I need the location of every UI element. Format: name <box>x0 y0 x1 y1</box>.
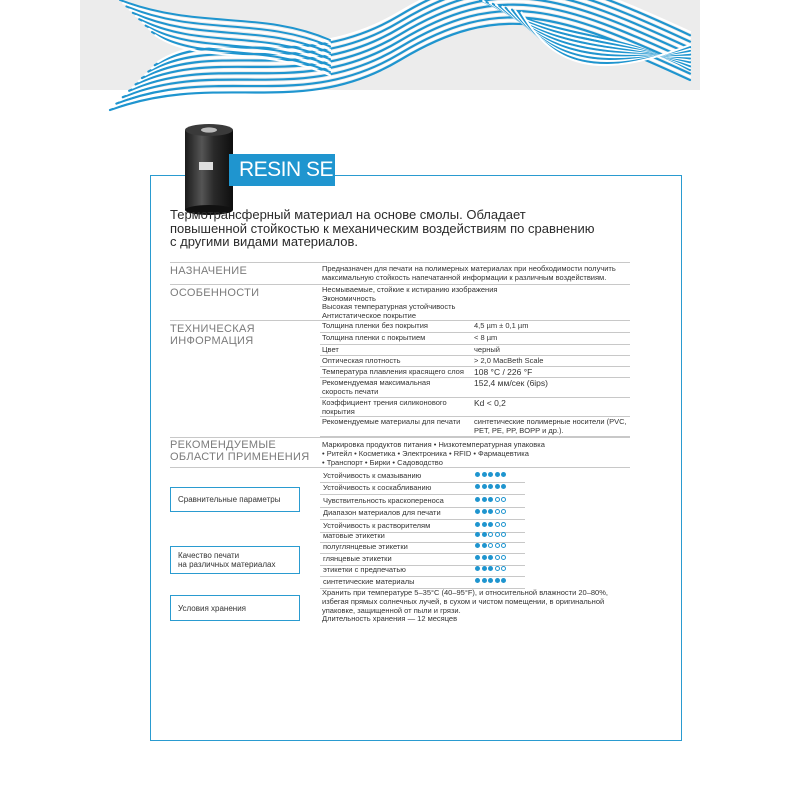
rating-dot-empty <box>495 522 500 527</box>
rating-dot-empty <box>495 566 500 571</box>
tech-key: Толщина пленки без покрытия <box>322 321 428 330</box>
rating-dot-filled <box>488 578 493 583</box>
rating-dot-empty <box>495 543 500 548</box>
decorative-banner <box>0 0 800 180</box>
tech-row <box>320 333 630 345</box>
purpose-text: Предназначен для печати на полимерных материалах при необходимости получить максимальную стойкость напечатанной информации к различным воздействиям. <box>322 264 616 282</box>
storage-label: Условия хранения <box>178 603 247 613</box>
rating-dot-filled <box>501 472 506 477</box>
rating-dots <box>475 509 506 516</box>
rating-dots <box>475 566 506 573</box>
product-name-tab: RESIN SE <box>229 154 335 186</box>
rating-row <box>320 576 525 589</box>
rating-label: Чувствительность краскопереноса <box>323 495 444 505</box>
storage-label-box <box>170 595 300 621</box>
applications-title-line: ОБЛАСТИ ПРИМЕНЕНИЯ <box>170 451 310 463</box>
feature-item: Высокая температурная устойчивость <box>322 302 456 312</box>
tech-title-line: ТЕХНИЧЕСКАЯ <box>170 323 255 335</box>
rating-dots <box>475 472 506 479</box>
rating-dots <box>475 522 506 529</box>
storage-shelf-life: Длительность хранения — 12 месяцев <box>322 614 458 624</box>
rating-dot-empty <box>501 566 506 571</box>
tech-title <box>170 323 310 347</box>
rating-dot-empty <box>501 543 506 548</box>
rating-dot-filled <box>475 555 480 560</box>
tech-value: < 8 µm <box>474 333 498 342</box>
applications-line: • Транспорт • Бирки • Садоводство <box>322 458 443 467</box>
rating-dot-empty <box>495 509 500 514</box>
rating-dot-empty <box>501 532 506 537</box>
rating-row <box>320 495 525 508</box>
rating-dots <box>475 484 506 491</box>
rating-dot-filled <box>475 578 480 583</box>
tech-value: черный <box>474 345 500 354</box>
tech-key: Рекомендуемые материалы для печати <box>322 417 461 426</box>
tech-value: > 2,0 MacBeth Scale <box>474 356 544 365</box>
tech-key: Коэффициент трения силиконового покрытия <box>322 398 447 416</box>
features-list <box>322 286 622 320</box>
feature-item: Антистатическое покрытие <box>322 310 416 320</box>
rating-dot-filled <box>488 497 493 502</box>
rating-dot-filled <box>488 555 493 560</box>
intro-text: Термотрансферный материал на основе смолы. Обладает повышенной стойкостью к механическим воздействиям по сравнению с другими видами материалов. <box>170 207 595 249</box>
divider <box>170 262 630 263</box>
rating-dot-empty <box>501 509 506 514</box>
tech-row <box>320 417 630 437</box>
tech-value: 152,4 мм/сек (6ips) <box>474 378 548 388</box>
rating-dot-filled <box>495 484 500 489</box>
rating-dot-empty <box>488 532 493 537</box>
rating-dot-filled <box>495 578 500 583</box>
rating-dot-empty <box>488 543 493 548</box>
applications-line: • Ритейл • Косметика • Электроника • RFID • Фармацевтика <box>322 449 529 458</box>
tech-value: синтетические полимерные носители (PVC, PET, PE, PP, BOPP и др.). <box>474 417 627 435</box>
tech-key: Температура плавления красящего слоя <box>322 367 464 376</box>
print-quality-label-box <box>170 546 300 574</box>
storage-text <box>322 589 622 624</box>
tech-value: 4,5 µm ± 0,1 µm <box>474 321 529 330</box>
comparison-label-box <box>170 487 300 512</box>
rating-dot-empty <box>495 532 500 537</box>
applications-title-line: РЕКОМЕНДУЕМЫЕ <box>170 439 276 451</box>
rating-label: Устойчивость к растворителям <box>323 520 431 530</box>
storage-conditions: Хранить при температуре 5–35°C (40–95°F), и относительной влажности 20–80%, избегая прямых солнечных лучей, в сухом и чистом помещении, в оригинальной упаковке, защищенной от пыли и грязи. <box>322 588 608 615</box>
divider <box>170 437 630 438</box>
rating-row <box>320 482 525 495</box>
rating-dot-filled <box>482 522 487 527</box>
tech-key: Оптическая плотность <box>322 356 401 365</box>
rating-dot-filled <box>482 543 487 548</box>
rating-dot-filled <box>482 497 487 502</box>
rating-dot-filled <box>475 484 480 489</box>
feature-item: Экономичность <box>322 293 376 303</box>
rating-label: глянцевые этикетки <box>323 553 392 563</box>
rating-dot-empty <box>501 522 506 527</box>
print-quality-label: Качество печати <box>178 551 240 560</box>
tech-value: Kd < 0,2 <box>474 398 506 408</box>
divider <box>170 467 630 468</box>
rating-row <box>320 507 525 520</box>
rating-dot-filled <box>475 472 480 477</box>
rating-label: этикетки с предпечатью <box>323 565 406 575</box>
rating-dot-empty <box>501 555 506 560</box>
rating-label: Устойчивость к смазыванию <box>323 471 422 480</box>
rating-dots <box>475 543 506 550</box>
print-quality-label: на различных материалах <box>178 559 276 569</box>
rating-dot-filled <box>482 484 487 489</box>
rating-dot-filled <box>501 484 506 489</box>
rating-dot-filled <box>488 522 493 527</box>
rating-dot-filled <box>475 509 480 514</box>
applications-line: Маркировка продуктов питания • Низкотемпературная упаковка <box>322 440 545 449</box>
rating-dots <box>475 578 506 585</box>
rating-dot-empty <box>495 497 500 502</box>
tech-key: Рекомендуемая максимальная скорость печати <box>322 378 431 396</box>
tech-row <box>320 356 630 367</box>
rating-dots <box>475 532 506 539</box>
rating-dot-filled <box>482 566 487 571</box>
tech-title-line: ИНФОРМАЦИЯ <box>170 335 254 347</box>
rating-dot-empty <box>501 497 506 502</box>
tech-row <box>320 398 630 417</box>
rating-dot-filled <box>482 578 487 583</box>
rating-dots <box>475 555 506 562</box>
rating-dot-filled <box>488 484 493 489</box>
rating-label: Диапазон материалов для печати <box>323 508 441 518</box>
tech-row <box>320 321 630 333</box>
rating-label: Устойчивость к соскабливанию <box>323 483 432 493</box>
features-title: ОСОБЕННОСТИ <box>170 287 260 299</box>
rating-label: матовые этикетки <box>323 531 385 540</box>
rating-label: синтетические материалы <box>323 576 415 586</box>
applications-title <box>170 439 310 463</box>
tech-row <box>320 378 630 398</box>
rating-dots <box>475 497 506 504</box>
tech-row <box>320 367 630 378</box>
rating-row <box>320 470 525 483</box>
tech-key: Цвет <box>322 345 339 354</box>
rating-dot-filled <box>482 509 487 514</box>
comparison-label: Сравнительные параметры <box>178 495 281 504</box>
rating-dot-filled <box>488 566 493 571</box>
rating-dot-filled <box>488 509 493 514</box>
rating-dot-filled <box>495 472 500 477</box>
tech-key: Толщина пленки с покрытием <box>322 333 426 342</box>
tech-value: 108 °C / 226 °F <box>474 367 533 377</box>
rating-dot-filled <box>475 543 480 548</box>
rating-dot-filled <box>482 532 487 537</box>
rating-label: полуглянцевые этикетки <box>323 542 408 552</box>
rating-dot-empty <box>495 555 500 560</box>
rating-dot-filled <box>501 578 506 583</box>
rating-dot-filled <box>475 522 480 527</box>
rating-dot-filled <box>475 566 480 571</box>
rating-dot-filled <box>475 532 480 537</box>
rating-dot-filled <box>488 472 493 477</box>
ribbon-roll-image <box>183 122 235 216</box>
rating-dot-filled <box>482 555 487 560</box>
rating-dot-filled <box>482 472 487 477</box>
rating-dot-filled <box>475 497 480 502</box>
tech-row <box>320 345 630 356</box>
purpose-title: НАЗНАЧЕНИЕ <box>170 265 248 277</box>
feature-item: Несмываемые, стойкие к истиранию изображения <box>322 285 498 294</box>
